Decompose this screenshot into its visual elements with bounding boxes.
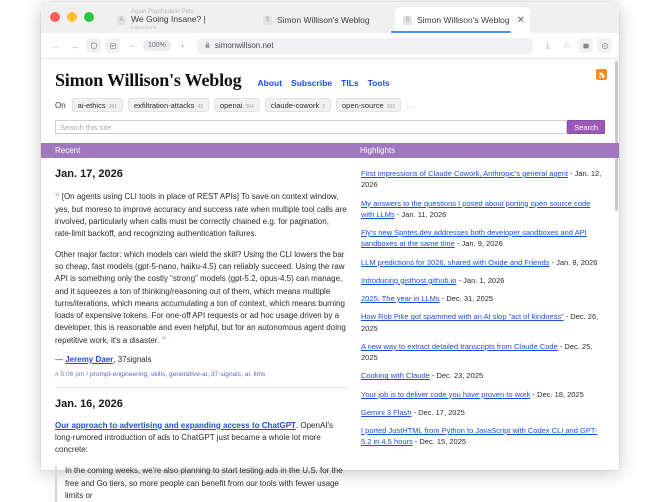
nav-link-about[interactable]: About <box>257 78 283 88</box>
highlight-link[interactable]: A new way to extract detailed transcripts from Claude Code <box>361 341 558 351</box>
active-tab-indicator <box>391 31 511 33</box>
highlight-date: - Jan. 8, 2026 <box>549 257 598 267</box>
tab-favicon-icon: S <box>403 16 412 25</box>
window-traffic-lights <box>50 12 94 22</box>
tag-label: ai-ethics <box>77 100 106 110</box>
tag-pill-open-source[interactable] <box>336 98 401 112</box>
attribution-author-link[interactable]: Jeremy Daer <box>65 354 114 364</box>
highlight-link[interactable]: Your job is to deliver code you have proven to work <box>361 389 531 399</box>
highlight-link[interactable]: Introducing gisthost.github.io <box>361 275 457 285</box>
list-item <box>361 341 605 364</box>
tag-count: 283 <box>386 103 396 110</box>
highlight-date: - Dec. 17, 2025 <box>411 407 465 417</box>
recent-column <box>55 168 347 502</box>
quote-text: Other major factor: which models can wield the skill? Using the CLI lowers the bar so cheap, fast models (gpt-5-nano, haiku-4.5) can reliably succeed. Using the raw API is something only the costly “strong” models (gpt-5.2, opus-4.5) can manage, and it squeezes a ton of thinking/reasoning out of them, which means multiple turns/iterations, which means accumulating a ton of context, which means burning loads of expensive tokens. For one-off API requests or ad hoc usage driven by a developer, this is reasonable and even helpful, but for an autonomous agent doing repetitive work, it's a disaster. <box>55 250 346 346</box>
tab-3-title: Simon Willison's Weblog <box>417 15 510 25</box>
browser-tab-2[interactable] <box>255 7 385 33</box>
site-search <box>55 120 605 134</box>
highlight-link[interactable]: Fly's new Sprites.dev addresses both developer sandboxes and API sandboxes at the same time <box>361 228 587 249</box>
entry-date: Jan. 17, 2026 <box>55 168 123 180</box>
close-icon[interactable]: ✕ <box>516 14 526 26</box>
attribution-dash: — <box>55 354 63 364</box>
entry-metadata <box>55 371 347 378</box>
entry-time: 5:06 pm <box>60 370 85 378</box>
entry-divider <box>55 387 347 388</box>
search-input[interactable] <box>55 120 567 134</box>
entry-title-link[interactable]: Our approach to advertising and expanding access to ChatGPT <box>55 420 296 430</box>
highlight-link[interactable]: How Rob Pike got spammed with an AI slop “act of kindness” <box>361 312 564 322</box>
download-icon[interactable]: ⤓ <box>545 40 550 50</box>
zoom-in-button[interactable]: + <box>179 40 186 51</box>
inner-blockquote <box>55 465 347 501</box>
highlight-link[interactable]: LLM predictions for 2026, shared with Oxide and Friends <box>361 257 550 267</box>
highlight-date: - Jan. 9, 2026 <box>454 239 503 249</box>
content-columns <box>55 158 605 502</box>
bookmark-star-icon[interactable]: ☆ <box>562 40 571 50</box>
inner-quote-text: In the coming weeks, we're also planning to start testing ads in the U.S. for the free and Go tiers, so more people can benefit from our tools with fewer usage limits or <box>65 466 343 500</box>
maximize-window-button[interactable] <box>84 12 94 22</box>
highlight-date: - Jan. 1, 2026 <box>456 275 505 285</box>
list-item <box>361 257 605 268</box>
forward-icon[interactable]: → <box>70 40 79 51</box>
highlight-date: - Jan. 11, 2026 <box>394 209 447 219</box>
sidebar-toggle-icon[interactable] <box>578 38 593 53</box>
highlight-date: - Dec. 23, 2025 <box>429 371 484 381</box>
tag-pill-exfiltration-attacks[interactable] <box>128 98 209 112</box>
tag-pill-ai-ethics[interactable] <box>72 98 123 112</box>
highlights-column <box>361 168 605 502</box>
tag-count: 2 <box>322 103 325 110</box>
browser-tab-1[interactable] <box>109 7 229 33</box>
highlight-link[interactable]: Cooking with Claude <box>361 371 430 381</box>
nav-link-tils[interactable]: TILs <box>341 78 359 88</box>
minimize-window-button[interactable] <box>67 12 77 22</box>
tag-count: 281 <box>108 103 117 110</box>
tab-favicon-icon: S <box>263 16 272 25</box>
zoom-level-label[interactable]: 100% <box>143 40 171 51</box>
blockquote <box>55 190 347 348</box>
list-item <box>361 389 605 400</box>
entry-date: Jan. 16, 2026 <box>55 397 123 410</box>
search-button[interactable]: Search <box>567 120 605 134</box>
permalink-hash-icon[interactable]: # <box>55 370 59 378</box>
section-bar <box>41 143 619 158</box>
tag-more-ellipsis[interactable]: … <box>406 100 415 110</box>
lock-icon <box>204 41 211 51</box>
address-bar[interactable] <box>197 38 533 54</box>
tag-label: open-source <box>341 100 384 110</box>
list-item <box>361 198 605 221</box>
section-label-highlights: Highlights <box>360 146 396 155</box>
tab-2-title: Simon Willison's Weblog <box>277 15 370 25</box>
tab-strip <box>41 2 619 33</box>
back-icon[interactable]: ← <box>51 40 60 51</box>
blog-entry <box>55 168 347 378</box>
page-title: Simon Willison's Weblog <box>55 70 242 90</box>
list-item <box>361 311 605 334</box>
tag-filter-row <box>55 98 605 112</box>
entry-intro-paragraph <box>55 420 347 456</box>
reader-view-icon[interactable] <box>105 38 120 53</box>
tag-pill-openai[interactable] <box>214 98 260 112</box>
tab-1-under-text: Laboritone <box>131 25 157 32</box>
blog-page <box>41 59 619 502</box>
blog-entry <box>55 398 347 502</box>
meta-separator: / <box>86 370 89 378</box>
attribution-org: , 37signals <box>113 354 152 364</box>
tab-1-over-text: Again Psychedelic Pets <box>131 8 194 15</box>
tag-row-prefix: On <box>55 100 66 110</box>
highlight-date: - Dec. 26, 2025 <box>361 312 599 333</box>
list-item <box>361 227 605 250</box>
rss-feed-icon[interactable] <box>596 69 607 80</box>
open-quote-mark: “ <box>55 191 60 201</box>
highlight-link[interactable]: My answers to the questions I posed about porting open source code with LLMs <box>361 198 591 219</box>
tag-count: 43 <box>197 103 203 110</box>
site-header <box>55 59 605 91</box>
section-label-recent: Recent <box>55 146 81 155</box>
highlight-date: - Dec. 18, 2025 <box>530 389 584 399</box>
nav-link-tools[interactable]: Tools <box>367 78 390 88</box>
highlight-link[interactable]: Gemini 3 Flash <box>361 407 412 417</box>
browser-tab-3-active[interactable] <box>395 7 530 33</box>
highlight-date: - Dec. 31, 2025 <box>439 294 494 303</box>
quote-text: [On agents using CLI tools in place of REST APIs] To save on context window, yes, but moreso to improve accuracy and success rate when multiple tool calls are involved, particularly when calls must be correctly chained e.g. for pagination, rate-limit backoff, and recognizing authentication failures. <box>55 192 347 238</box>
tab-1-title: We Going Insane? | <box>131 14 206 25</box>
list-item <box>361 425 605 448</box>
site-nav <box>257 78 389 88</box>
tag-label: openai <box>219 100 243 110</box>
quote-attribution <box>55 355 347 364</box>
tag-label: claude-cowork <box>270 100 320 110</box>
shield-icon[interactable] <box>86 38 101 53</box>
tab-favicon-icon: A <box>117 16 126 25</box>
browser-toolbar <box>41 33 619 59</box>
close-window-button[interactable] <box>50 12 60 22</box>
close-quote-mark: ” <box>161 335 166 346</box>
highlight-date: - Jan. 12, 2026 <box>361 169 602 190</box>
entry-tag-list[interactable]: prompt-engineering, skills, generative-ai, 37-signals, ai, llms <box>89 370 266 378</box>
tag-pill-claude-cowork[interactable] <box>265 98 331 112</box>
quote-paragraph <box>55 249 347 348</box>
browser-menu-icon[interactable] <box>597 38 612 53</box>
list-item <box>361 407 605 418</box>
list-item <box>361 168 605 191</box>
page-viewport <box>41 59 619 500</box>
tag-label: exfiltration-attacks <box>133 100 195 110</box>
tag-count: 504 <box>245 103 254 110</box>
browser-window <box>41 2 619 500</box>
highlight-link[interactable]: 2025: The year in LLMs <box>361 294 440 303</box>
highlight-date: - Dec. 15, 2025 <box>412 437 467 447</box>
list-item <box>361 370 605 381</box>
list-item <box>361 293 605 304</box>
entry-intro-text: . OpenAI's long-rumored introduction of ads to ChatGPT just became a whole lot more concrete: <box>55 420 334 455</box>
url-text: simonwillson.net <box>214 41 274 50</box>
highlight-date: - Dec. 25, 2025 <box>361 341 593 362</box>
list-item <box>361 275 605 286</box>
highlight-link[interactable]: I ported JustHTML from Python to JavaScript with Codex CLI and GPT-5.2 in 4.5 hours <box>361 426 598 447</box>
quote-paragraph <box>55 190 347 240</box>
highlight-link[interactable]: First impressions of Claude Cowork, Anthropic's general agent <box>361 169 568 178</box>
zoom-out-button[interactable]: − <box>128 40 135 51</box>
nav-link-subscribe[interactable]: Subscribe <box>291 78 333 88</box>
